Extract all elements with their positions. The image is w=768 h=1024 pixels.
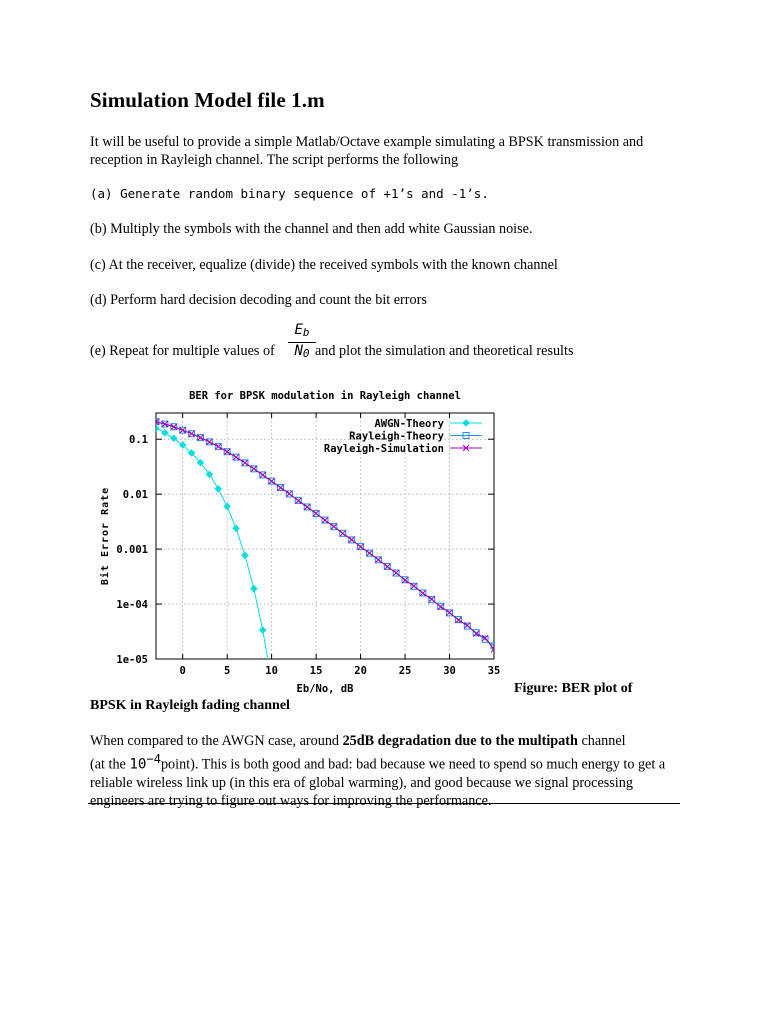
x-tick-label: 15 [309, 665, 323, 677]
series-layer [153, 419, 497, 685]
step-d: (d) Perform hard decision decoding and count the bit errors [90, 292, 427, 308]
data-point [393, 570, 399, 576]
chart-series [153, 419, 497, 685]
y-tick-label: 0.1 [129, 434, 148, 447]
step-a: (a) Generate random binary sequence of +1’s and -1’s. [90, 186, 489, 201]
bottom-rule [88, 803, 680, 804]
ten-power-exponent: −4 [146, 752, 161, 766]
conclusion-text-3: (at the [90, 756, 130, 773]
data-point [171, 424, 177, 430]
data-point [189, 431, 195, 437]
conclusion-text-1: When compared to the AWGN case, around [90, 733, 343, 749]
data-point [260, 627, 266, 633]
chart-xlabel: Eb/No, dB [296, 683, 354, 695]
y-tick-label: 0.01 [122, 489, 148, 502]
data-point [242, 460, 248, 466]
series-awgn-theory [153, 425, 275, 685]
data-point [420, 590, 426, 596]
x-tick-label: 5 [223, 665, 231, 677]
data-point [349, 537, 355, 543]
step-e-suffix: and plot the simulation and theoretical results [315, 343, 574, 359]
data-point [215, 486, 221, 492]
x-tick-label: 35 [487, 665, 501, 677]
x-tick-label: 20 [354, 665, 367, 677]
data-point [295, 498, 301, 504]
data-point [180, 427, 186, 433]
data-point [153, 425, 159, 431]
legend-label-rayleigh-simulation: Rayleigh-Simulation [323, 443, 444, 455]
data-point [206, 439, 212, 445]
fraction-denominator: N [294, 343, 303, 359]
conclusion-text-4: point). This is both good and bad: bad because we need to spend so much energy to get a reliable wireless link up (in this era of global warming), and good because we signal processing engineers are trying to figure out ways for improving the performance. [90, 756, 666, 809]
data-point [384, 564, 390, 570]
data-point [269, 478, 275, 484]
conclusion-text-2: channel [577, 733, 626, 749]
step-e-prefix: (e) Repeat for multiple values of [90, 343, 275, 359]
fraction-denominator-sub: 0 [302, 347, 310, 360]
data-point [313, 510, 319, 516]
x-tick-label: 30 [443, 665, 456, 677]
data-point [366, 550, 372, 556]
data-point [197, 435, 203, 441]
chart-ylabel: Bit Error Rate [100, 486, 111, 586]
x-tick-label: 25 [398, 665, 412, 677]
data-point [233, 525, 239, 531]
conclusion-bold: 25dB degradation due to the multipath [342, 733, 578, 749]
series-line-rayleigh-simulation [156, 422, 494, 650]
data-point [411, 583, 417, 589]
data-point [215, 444, 221, 450]
page-title: Simulation Model file 1.m [90, 88, 325, 112]
eb-no-fraction [288, 322, 316, 362]
data-point [251, 585, 257, 591]
series-tail-awgn-theory [272, 679, 274, 681]
series-line-rayleigh-theory [156, 422, 494, 646]
step-c: (c) At the receiver, equalize (divide) the received symbols with the known channel [90, 257, 558, 273]
data-point [242, 552, 248, 558]
data-point [268, 678, 274, 684]
figure-caption-right: Figure: BER plot of [514, 681, 633, 696]
data-point [233, 454, 239, 460]
x-tick-label: 0 [179, 665, 186, 677]
fraction-numerator-sub: b [302, 326, 310, 339]
data-point [251, 466, 257, 472]
chart-legend [324, 418, 482, 455]
figure-caption-left: BPSK in Rayleigh fading channel [90, 698, 290, 713]
data-point [304, 504, 310, 510]
data-point [224, 503, 230, 509]
chart-title: BER for BPSK modulation in Rayleigh channel [189, 390, 461, 402]
intro-paragraph: It will be useful to provide a simple Matlab/Octave example simulating a BPSK transmission and reception in Rayleigh channel. The script performs the following [90, 134, 644, 168]
data-point [340, 530, 346, 536]
data-point [331, 523, 337, 529]
legend-label-awgn-theory: AWGN-Theory [374, 418, 444, 430]
data-point [278, 485, 284, 491]
data-point [162, 430, 168, 436]
fraction-numerator: E [294, 322, 303, 338]
y-tick-label: 0.001 [116, 544, 148, 557]
ten-power-base: 10 [129, 756, 147, 773]
data-point [286, 491, 292, 497]
conclusion-paragraph [90, 732, 690, 810]
data-point [375, 557, 381, 563]
data-point [322, 517, 328, 523]
x-tick-label: 10 [265, 665, 278, 677]
data-point [463, 420, 469, 426]
y-tick-label: 1e-05 [116, 654, 148, 666]
legend-label-rayleigh-theory: Rayleigh-Theory [349, 430, 444, 443]
step-b: (b) Multiply the symbols with the channel and then add white Gaussian noise. [90, 221, 533, 237]
y-tick-label: 1e-04 [116, 599, 148, 612]
data-point [260, 472, 266, 478]
ber-chart [88, 380, 518, 700]
